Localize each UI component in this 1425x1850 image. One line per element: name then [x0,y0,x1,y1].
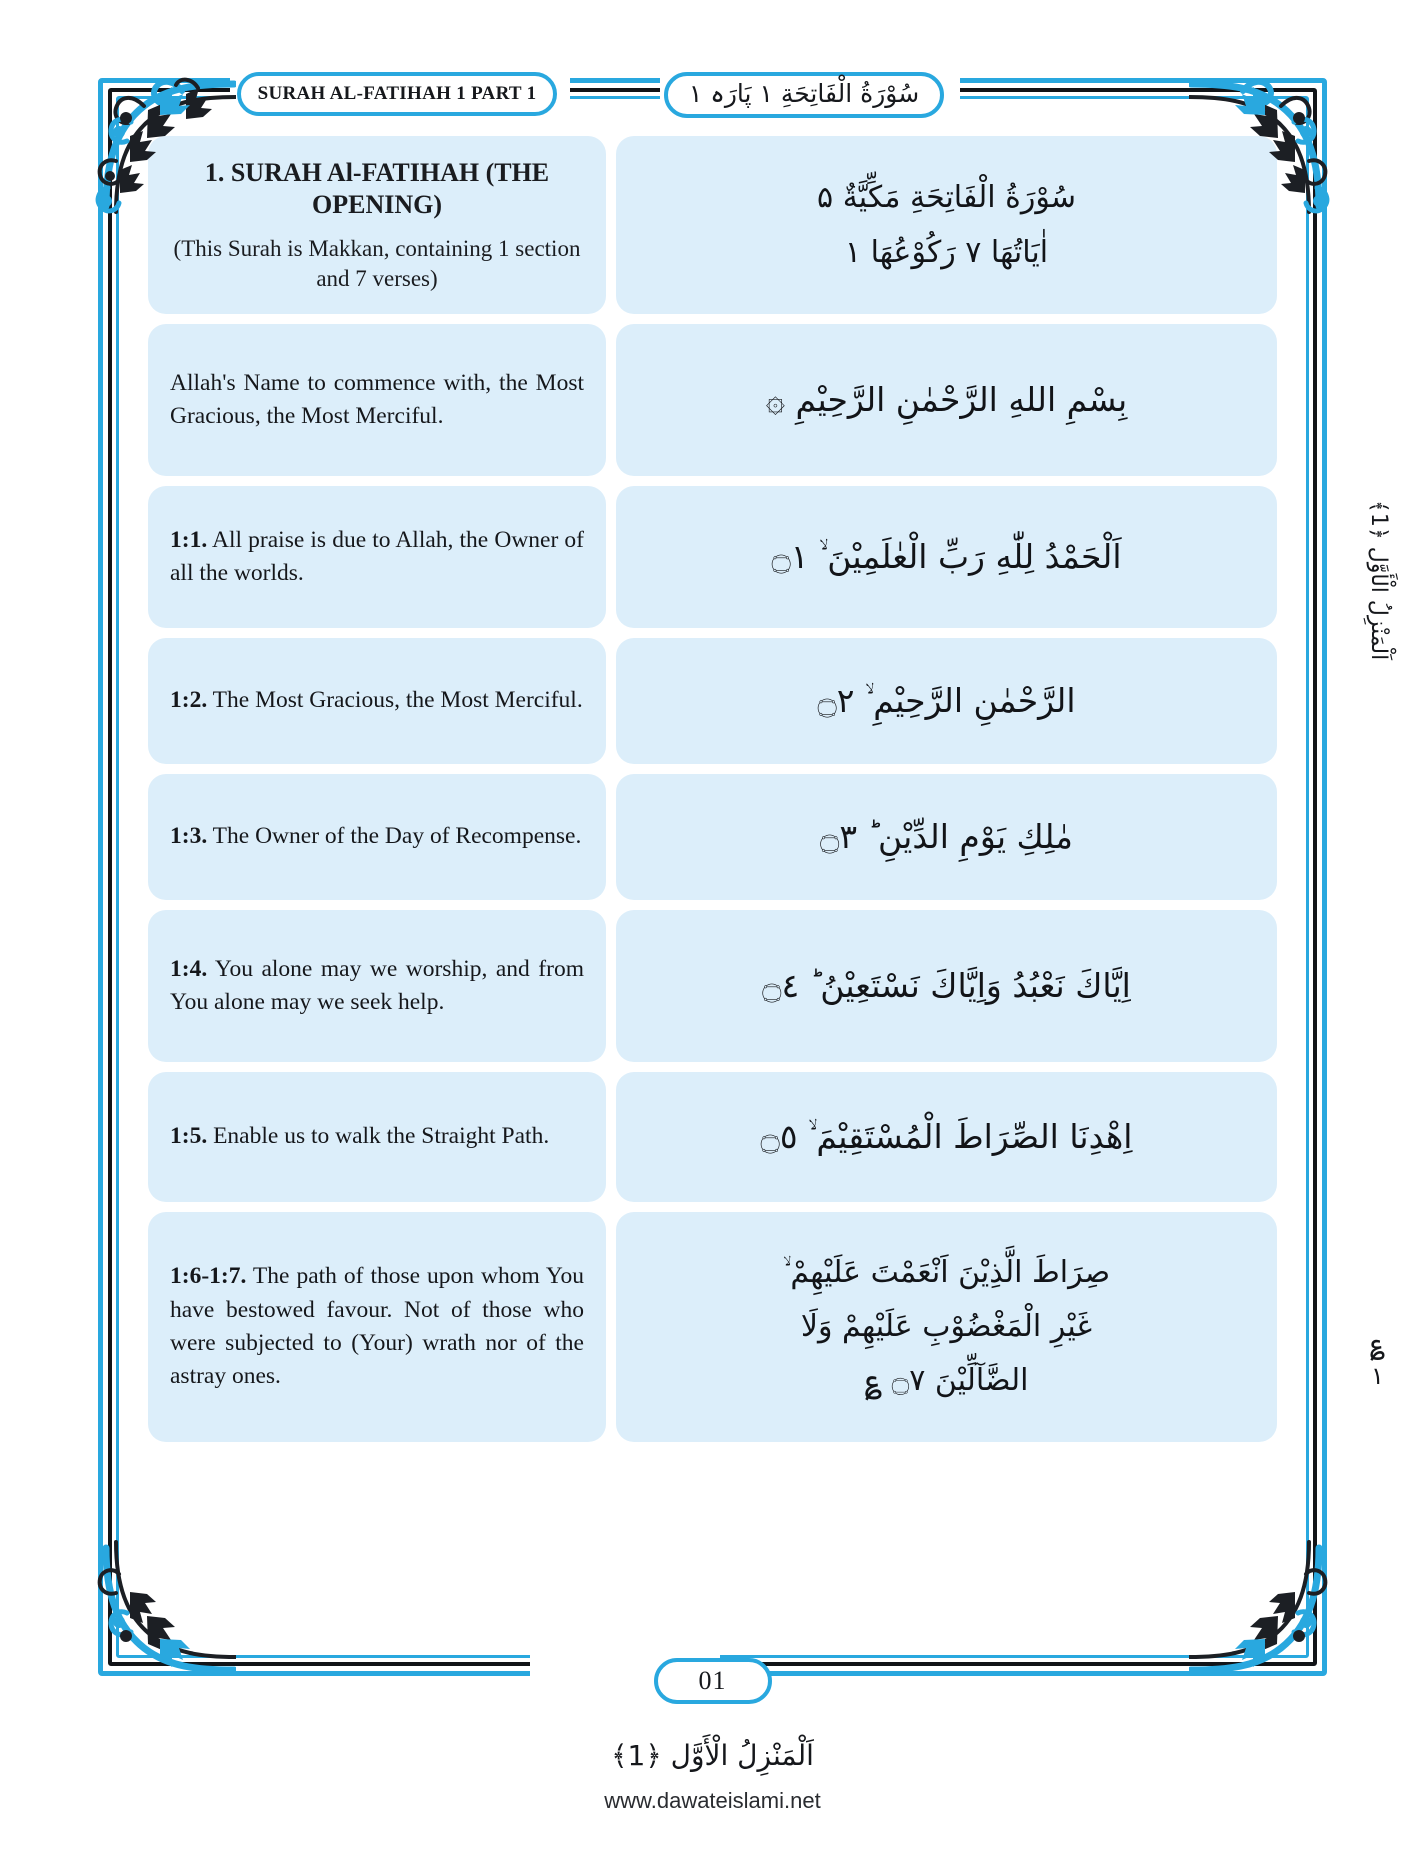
verse-english [148,774,606,900]
verse-arabic [616,774,1277,900]
verse-english-body: All praise is due to Allah, the Owner of all the worlds. [170,526,584,586]
verse-english [148,486,606,628]
running-header-arabic-text: سُوْرَةُ الْفَاتِحَةِ ١ پَارَہ ١ [688,79,920,108]
running-header-english-text: SURAH AL-FATIHAH 1 PART 1 [257,83,537,104]
margin-ruku-symbol: ؏ [1369,1329,1385,1359]
verse-english-body: You alone may we worship, and from You alone may we seek help. [170,955,584,1015]
surah-heading-row [148,136,1277,314]
verse-english-body: The path of those upon whom You have bestowed favour. Not of those who were subjected to (Your) wrath nor of the astray ones. [170,1263,584,1390]
surah-heading-arabic [616,136,1277,314]
margin-section-mark [1370,1330,1385,1389]
verse-number: 1:3. [170,823,208,850]
verse-number: 1:1. [170,526,208,553]
verse-english [148,638,606,764]
verse-arabic-text: اَلْحَمْدُ لِلّٰهِ رَبِّ الْعٰلَمِيْنَ ۙ ۝١ [771,537,1122,577]
margin-ruku-number: ١ [1370,1361,1384,1390]
footer-website-url: www.dawateislami.net [604,1788,821,1813]
verse-row-1-6-1-7 [148,1212,1277,1442]
verse-english-text [170,820,584,853]
verse-arabic [616,486,1277,628]
verse-english [148,324,606,476]
verse-row-1-1 [148,486,1277,628]
verse-arabic-text: الرَّحْمٰنِ الرَّحِيْمِ ۙ ۝٢ [817,681,1076,721]
verse-arabic-text: بِسْمِ اللهِ الرَّحْمٰنِ الرَّحِيْمِ ۞ [765,380,1128,420]
verse-grid [148,136,1277,1644]
verse-row-1-3 [148,774,1277,900]
verse-number: 1:5. [170,1123,208,1150]
verse-english-text: Allah's Name to commence with, the Most Gracious, the Most Merciful. [170,369,584,429]
verse-arabic [616,324,1277,476]
verse-row-1-4 [148,910,1277,1062]
verse-row-bismillah [148,324,1277,476]
surah-subtitle: (This Surah is Makkan, containing 1 section and 7 verses) [173,235,581,291]
running-header-arabic [664,72,944,118]
verse-arabic [616,1212,1277,1442]
verse-arabic-text: اِيَّاكَ نَعْبُدُ وَاِيَّاكَ نَسْتَعِيْنُ ؕ ۝٤ [762,966,1131,1006]
verse-english-text [170,684,584,717]
verse-arabic-line3: الضَّآلِّيْنَ ۝٧ ؏ [864,1363,1029,1398]
surah-title: 1. SURAH Al-FATIHAH (THE OPENING) [204,157,550,220]
verse-english-text [170,524,584,591]
verse-english-body: Enable us to walk the Straight Path. [213,1123,550,1150]
page-number-badge [654,1658,772,1704]
verse-english [148,1072,606,1202]
verse-number: 1:4. [170,955,208,982]
verse-english [148,1212,606,1442]
verse-arabic-text: اِهْدِنَا الصِّرَاطَ الْمُسْتَقِيْمَ ۙ ۝٥ [760,1117,1133,1157]
verse-arabic-line1: صِرَاطَ الَّذِيْنَ اَنْعَمْتَ عَلَيْهِمْ ۙ [782,1255,1111,1290]
verse-arabic-text: مٰلِكِ يَوْمِ الدِّيْنِ ؕ ۝٣ [820,817,1073,857]
verse-number: 1:6-1:7. [170,1263,247,1290]
verse-row-1-2 [148,638,1277,764]
verse-arabic [616,638,1277,764]
verse-english-body: The Most Gracious, the Most Merciful. [212,687,583,714]
surah-arabic-heading-line1: سُوْرَةُ الْفَاتِحَةِ مَكِّيَّةٌ ۵ [817,179,1076,215]
verse-english-text [170,1120,584,1153]
surah-heading-english [148,136,606,314]
verse-english [148,910,606,1062]
verse-number: 1:2. [170,687,208,714]
surah-arabic-heading-line2: اٰيَاتُهَا ۷ رَكُوْعُهَا ١ [844,235,1049,270]
verse-row-1-5 [148,1072,1277,1202]
verse-arabic-line2: غَيْرِ الْمَغْضُوْبِ عَلَيْهِمْ وَلَا [800,1309,1093,1344]
verse-english-text [170,1260,584,1393]
margin-manzil-label: اَلْمَنْزِلُ الْأَوَّل ﴿1﴾ [1366,500,1391,661]
running-header-english [237,72,557,116]
page-number-text: 01 [698,1666,727,1695]
verse-arabic [616,910,1277,1062]
verse-arabic [616,1072,1277,1202]
verse-english-text [170,953,584,1020]
verse-english-body: The Owner of the Day of Recompense. [212,823,582,850]
footer-arabic-label: اَلْمَنْزِلُ الْأَوَّل ﴿1﴾ [611,1739,814,1772]
